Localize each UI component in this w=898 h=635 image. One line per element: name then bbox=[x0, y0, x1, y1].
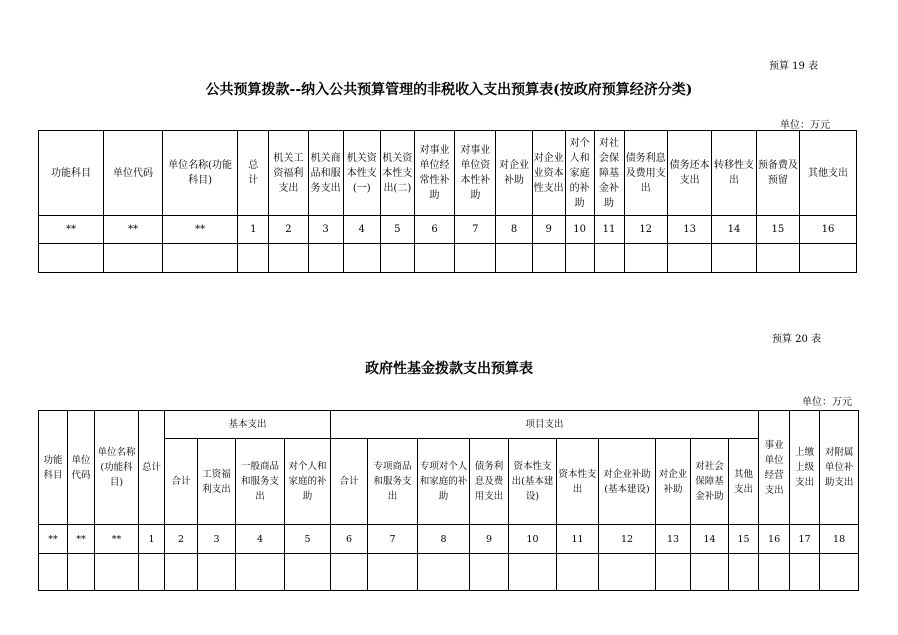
index-cell: 14 bbox=[712, 216, 756, 244]
table19-index-row bbox=[39, 216, 857, 244]
subheader-cell: 资本性支出(基本建设) bbox=[509, 439, 557, 525]
subheader-cell: 合计 bbox=[331, 439, 368, 525]
index-cell: ** bbox=[104, 216, 163, 244]
index-cell: 10 bbox=[565, 216, 594, 244]
header-cell: 单位代码 bbox=[68, 411, 95, 525]
header-cell: 对附属单位补助支出 bbox=[820, 411, 859, 525]
header-cell: 其他支出 bbox=[800, 131, 857, 216]
index-cell: 11 bbox=[557, 525, 599, 554]
index-cell: 18 bbox=[820, 525, 859, 554]
index-cell: 8 bbox=[418, 525, 470, 554]
index-cell: 13 bbox=[656, 525, 691, 554]
index-cell: 5 bbox=[380, 216, 414, 244]
subheader-cell: 一般商品和服务支出 bbox=[236, 439, 285, 525]
table19-empty-row bbox=[39, 244, 857, 273]
group-header-basic: 基本支出 bbox=[165, 411, 331, 439]
index-cell: 15 bbox=[756, 216, 799, 244]
subheader-cell: 对社会保障基金补助 bbox=[691, 439, 729, 525]
index-cell: 2 bbox=[269, 216, 308, 244]
index-cell: 4 bbox=[236, 525, 285, 554]
index-cell: 9 bbox=[532, 216, 565, 244]
table20-empty-row bbox=[39, 554, 859, 591]
table20-label: 预算 20 表 bbox=[772, 334, 822, 345]
index-cell: 1 bbox=[139, 525, 165, 554]
header-cell: 对个人和家庭的补助 bbox=[565, 131, 594, 216]
table20-index-row bbox=[39, 525, 859, 554]
index-cell: 7 bbox=[368, 525, 418, 554]
index-cell: ** bbox=[39, 525, 68, 554]
header-cell: 机关工资福利支出 bbox=[269, 131, 308, 216]
header-cell: 转移性支出 bbox=[712, 131, 756, 216]
subheader-cell: 资本性支出 bbox=[557, 439, 599, 525]
subheader-cell: 其他支出 bbox=[729, 439, 759, 525]
group-header-project: 项目支出 bbox=[331, 411, 759, 439]
header-cell: 总 计 bbox=[238, 131, 269, 216]
index-cell: ** bbox=[39, 216, 104, 244]
index-cell: 6 bbox=[414, 216, 454, 244]
table19-title: 公共预算拨款--纳入公共预算管理的非税收入支出预算表(按政府预算经济分类) bbox=[205, 82, 693, 98]
table20-header-row-1 bbox=[39, 411, 859, 439]
header-cell: 预备费及预留 bbox=[756, 131, 799, 216]
header-cell: 对企业业资本性支出 bbox=[532, 131, 565, 216]
index-cell: 15 bbox=[729, 525, 759, 554]
header-cell: 机关资本性支出(二) bbox=[380, 131, 414, 216]
index-cell: 14 bbox=[691, 525, 729, 554]
header-cell: 单位名称(功能科目) bbox=[95, 411, 139, 525]
header-cell: 对事业单位经常性补助 bbox=[414, 131, 454, 216]
index-cell: 3 bbox=[308, 216, 343, 244]
header-cell: 债务利息及费用支出 bbox=[624, 131, 667, 216]
index-cell: 16 bbox=[759, 525, 790, 554]
index-cell: 13 bbox=[667, 216, 711, 244]
index-cell: 16 bbox=[800, 216, 857, 244]
table19-header-row bbox=[39, 131, 857, 216]
index-cell: 8 bbox=[496, 216, 532, 244]
header-cell: 机关资本性支(一) bbox=[343, 131, 380, 216]
table19 bbox=[38, 130, 857, 273]
index-cell: 6 bbox=[331, 525, 368, 554]
index-cell: 5 bbox=[285, 525, 331, 554]
subheader-cell: 专项商品和服务支出 bbox=[368, 439, 418, 525]
table20-unit: 单位：万元 bbox=[802, 397, 852, 408]
header-cell: 单位代码 bbox=[104, 131, 163, 216]
subheader-cell: 债务利息及费用支出 bbox=[470, 439, 509, 525]
subheader-cell: 合计 bbox=[165, 439, 198, 525]
index-cell: 1 bbox=[238, 216, 269, 244]
index-cell: 4 bbox=[343, 216, 380, 244]
index-cell: 3 bbox=[198, 525, 236, 554]
header-cell: 功能科目 bbox=[39, 131, 104, 216]
index-cell: 7 bbox=[455, 216, 496, 244]
index-cell: 11 bbox=[594, 216, 624, 244]
index-cell: 17 bbox=[790, 525, 820, 554]
header-cell: 对企业补助 bbox=[496, 131, 532, 216]
index-cell: ** bbox=[95, 525, 139, 554]
table19-label: 预算 19 表 bbox=[769, 61, 819, 72]
header-cell: 功能科目 bbox=[39, 411, 68, 525]
header-cell: 对社会保障基金补助 bbox=[594, 131, 624, 216]
header-cell: 债务还本支出 bbox=[667, 131, 711, 216]
subheader-cell: 专项对个人和家庭的补助 bbox=[418, 439, 470, 525]
table20-title: 政府性基金拨款支出预算表 bbox=[365, 361, 533, 377]
subheader-cell: 对企业补助(基本建设) bbox=[599, 439, 656, 525]
index-cell: 9 bbox=[470, 525, 509, 554]
subheader-cell: 对企业补助 bbox=[656, 439, 691, 525]
table20 bbox=[38, 410, 859, 591]
subheader-cell: 对个人和家庭的补助 bbox=[285, 439, 331, 525]
header-cell: 单位名称(功能科目) bbox=[162, 131, 237, 216]
index-cell: 12 bbox=[599, 525, 656, 554]
header-cell: 对事业单位资本性补助 bbox=[455, 131, 496, 216]
header-cell: 总计 bbox=[139, 411, 165, 525]
index-cell: ** bbox=[68, 525, 95, 554]
index-cell: ** bbox=[162, 216, 237, 244]
index-cell: 12 bbox=[624, 216, 667, 244]
index-cell: 10 bbox=[509, 525, 557, 554]
subheader-cell: 工资福利支出 bbox=[198, 439, 236, 525]
header-cell: 事业单位经营支出 bbox=[759, 411, 790, 525]
table19-unit: 单位：万元 bbox=[780, 120, 830, 131]
header-cell: 上缴上级支出 bbox=[790, 411, 820, 525]
header-cell: 机关商品和服务支出 bbox=[308, 131, 343, 216]
index-cell: 2 bbox=[165, 525, 198, 554]
